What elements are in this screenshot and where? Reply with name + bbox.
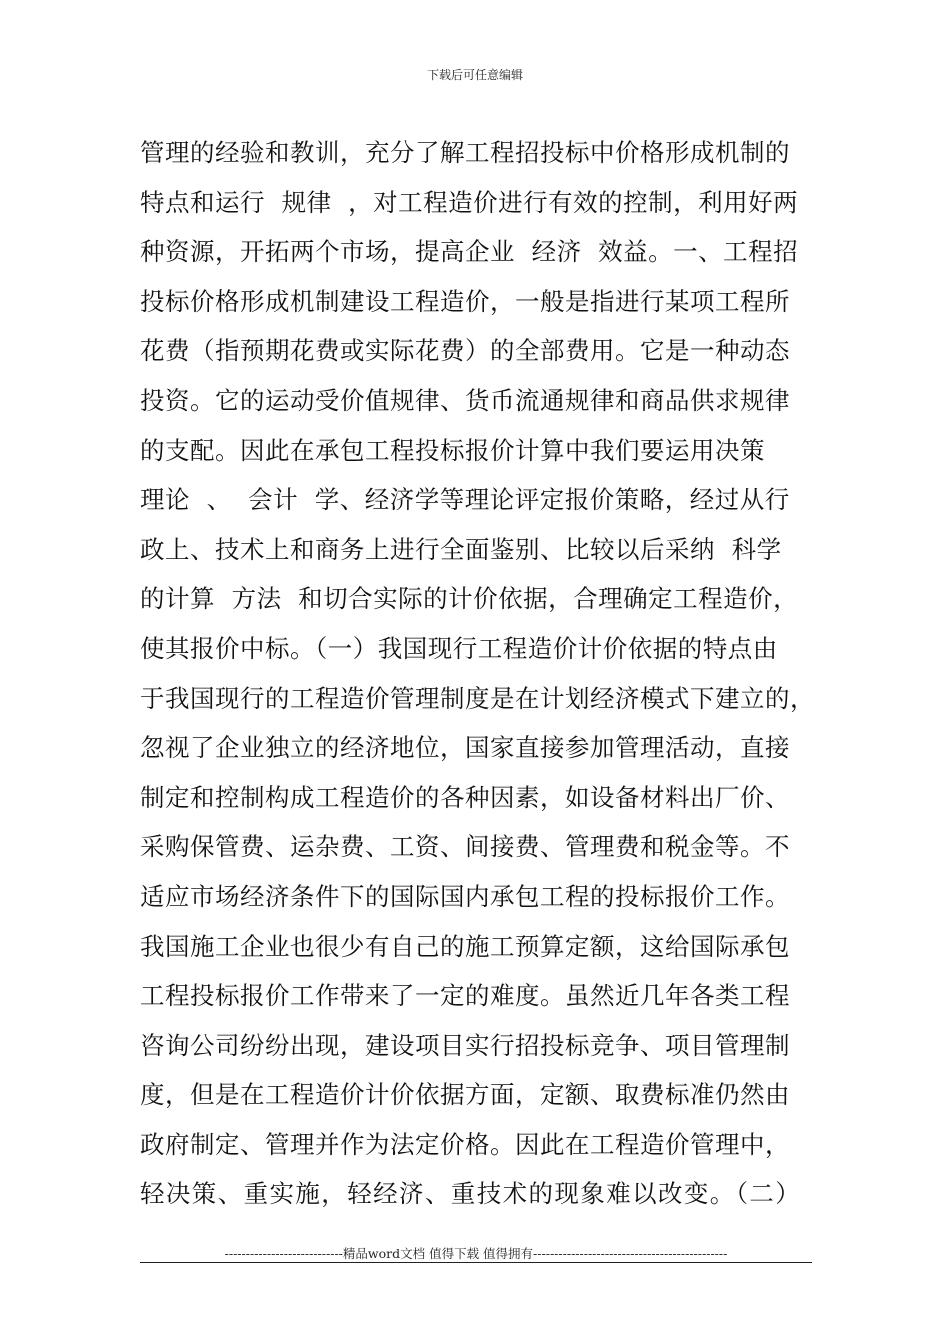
text-line: 于我国现行的工程造价管理制度是在计划经济模式下建立的， bbox=[140, 683, 815, 713]
text-line: 花费（指预期花费或实际花费）的全部费用。它是一种动态 bbox=[140, 336, 790, 366]
text-line: 特点和运行 规律 ，对工程造价进行有效的控制，利用好两 bbox=[140, 187, 799, 217]
page-header: 下载后可任意编辑 bbox=[426, 68, 523, 82]
text-line: 度，但是在工程造价计价依据方面，定额、取费标准仍然由 bbox=[140, 1080, 790, 1110]
text-line: 采购保管费、运杂费、工资、间接费、管理费和税金等。不 bbox=[140, 832, 790, 862]
text-line: 我国施工企业也很少有自己的施工预算定额，这给国际承包 bbox=[140, 931, 790, 961]
text-line: 制定和控制构成工程造价的各种因素，如设备材料出厂价、 bbox=[140, 782, 790, 812]
text-line: 理论 、 会计 学、经济学等理论评定报价策略，经过从行 bbox=[140, 485, 790, 515]
text-line: 工程投标报价工作带来了一定的难度。虽然近几年各类工程 bbox=[140, 981, 790, 1011]
page-footer: ----------------------------精品word文档 值得下载 值得拥有---------------------------------------------- bbox=[224, 1246, 728, 1261]
text-line: 的计算 方法 和切合实际的计价依据，合理确定工程造价， bbox=[140, 584, 799, 614]
text-line: 政上、技术上和商务上进行全面鉴别、比较以后采纳 科学 bbox=[140, 534, 782, 564]
text-line: 忽视了企业独立的经济地位，国家直接参加管理活动，直接 bbox=[140, 733, 790, 763]
text-line: 咨询公司纷纷出现，建设项目实行招投标竞争、项目管理制 bbox=[140, 1030, 790, 1060]
text-line: 投标价格形成机制建设工程造价，一般是指进行某项工程所 bbox=[140, 286, 790, 316]
text-line: 适应市场经济条件下的国际国内承包工程的投标报价工作。 bbox=[140, 881, 790, 911]
text-line: 管理的经验和教训，充分了解工程招投标中价格形成机制的 bbox=[140, 138, 790, 167]
body-text bbox=[140, 128, 820, 1219]
text-line: 的支配。因此在承包工程投标报价计算中我们要运用决策 bbox=[140, 435, 765, 465]
text-line: 使其报价中标。（一）我国现行工程造价计价依据的特点由 bbox=[140, 633, 778, 663]
text-line: 种资源，开拓两个市场，提高企业 经济 效益。一、工程招 bbox=[140, 237, 799, 267]
text-line: 投资。它的运动受价值规律、货币流通规律和商品供求规律 bbox=[140, 385, 790, 415]
footer-rule bbox=[140, 1262, 812, 1263]
text-line: 政府制定、管理并作为法定价格。因此在工程造价管理中， bbox=[140, 1129, 790, 1159]
text-line: 轻决策、重实施，轻经济、重技术的现象难以改变。（二） bbox=[140, 1179, 802, 1209]
